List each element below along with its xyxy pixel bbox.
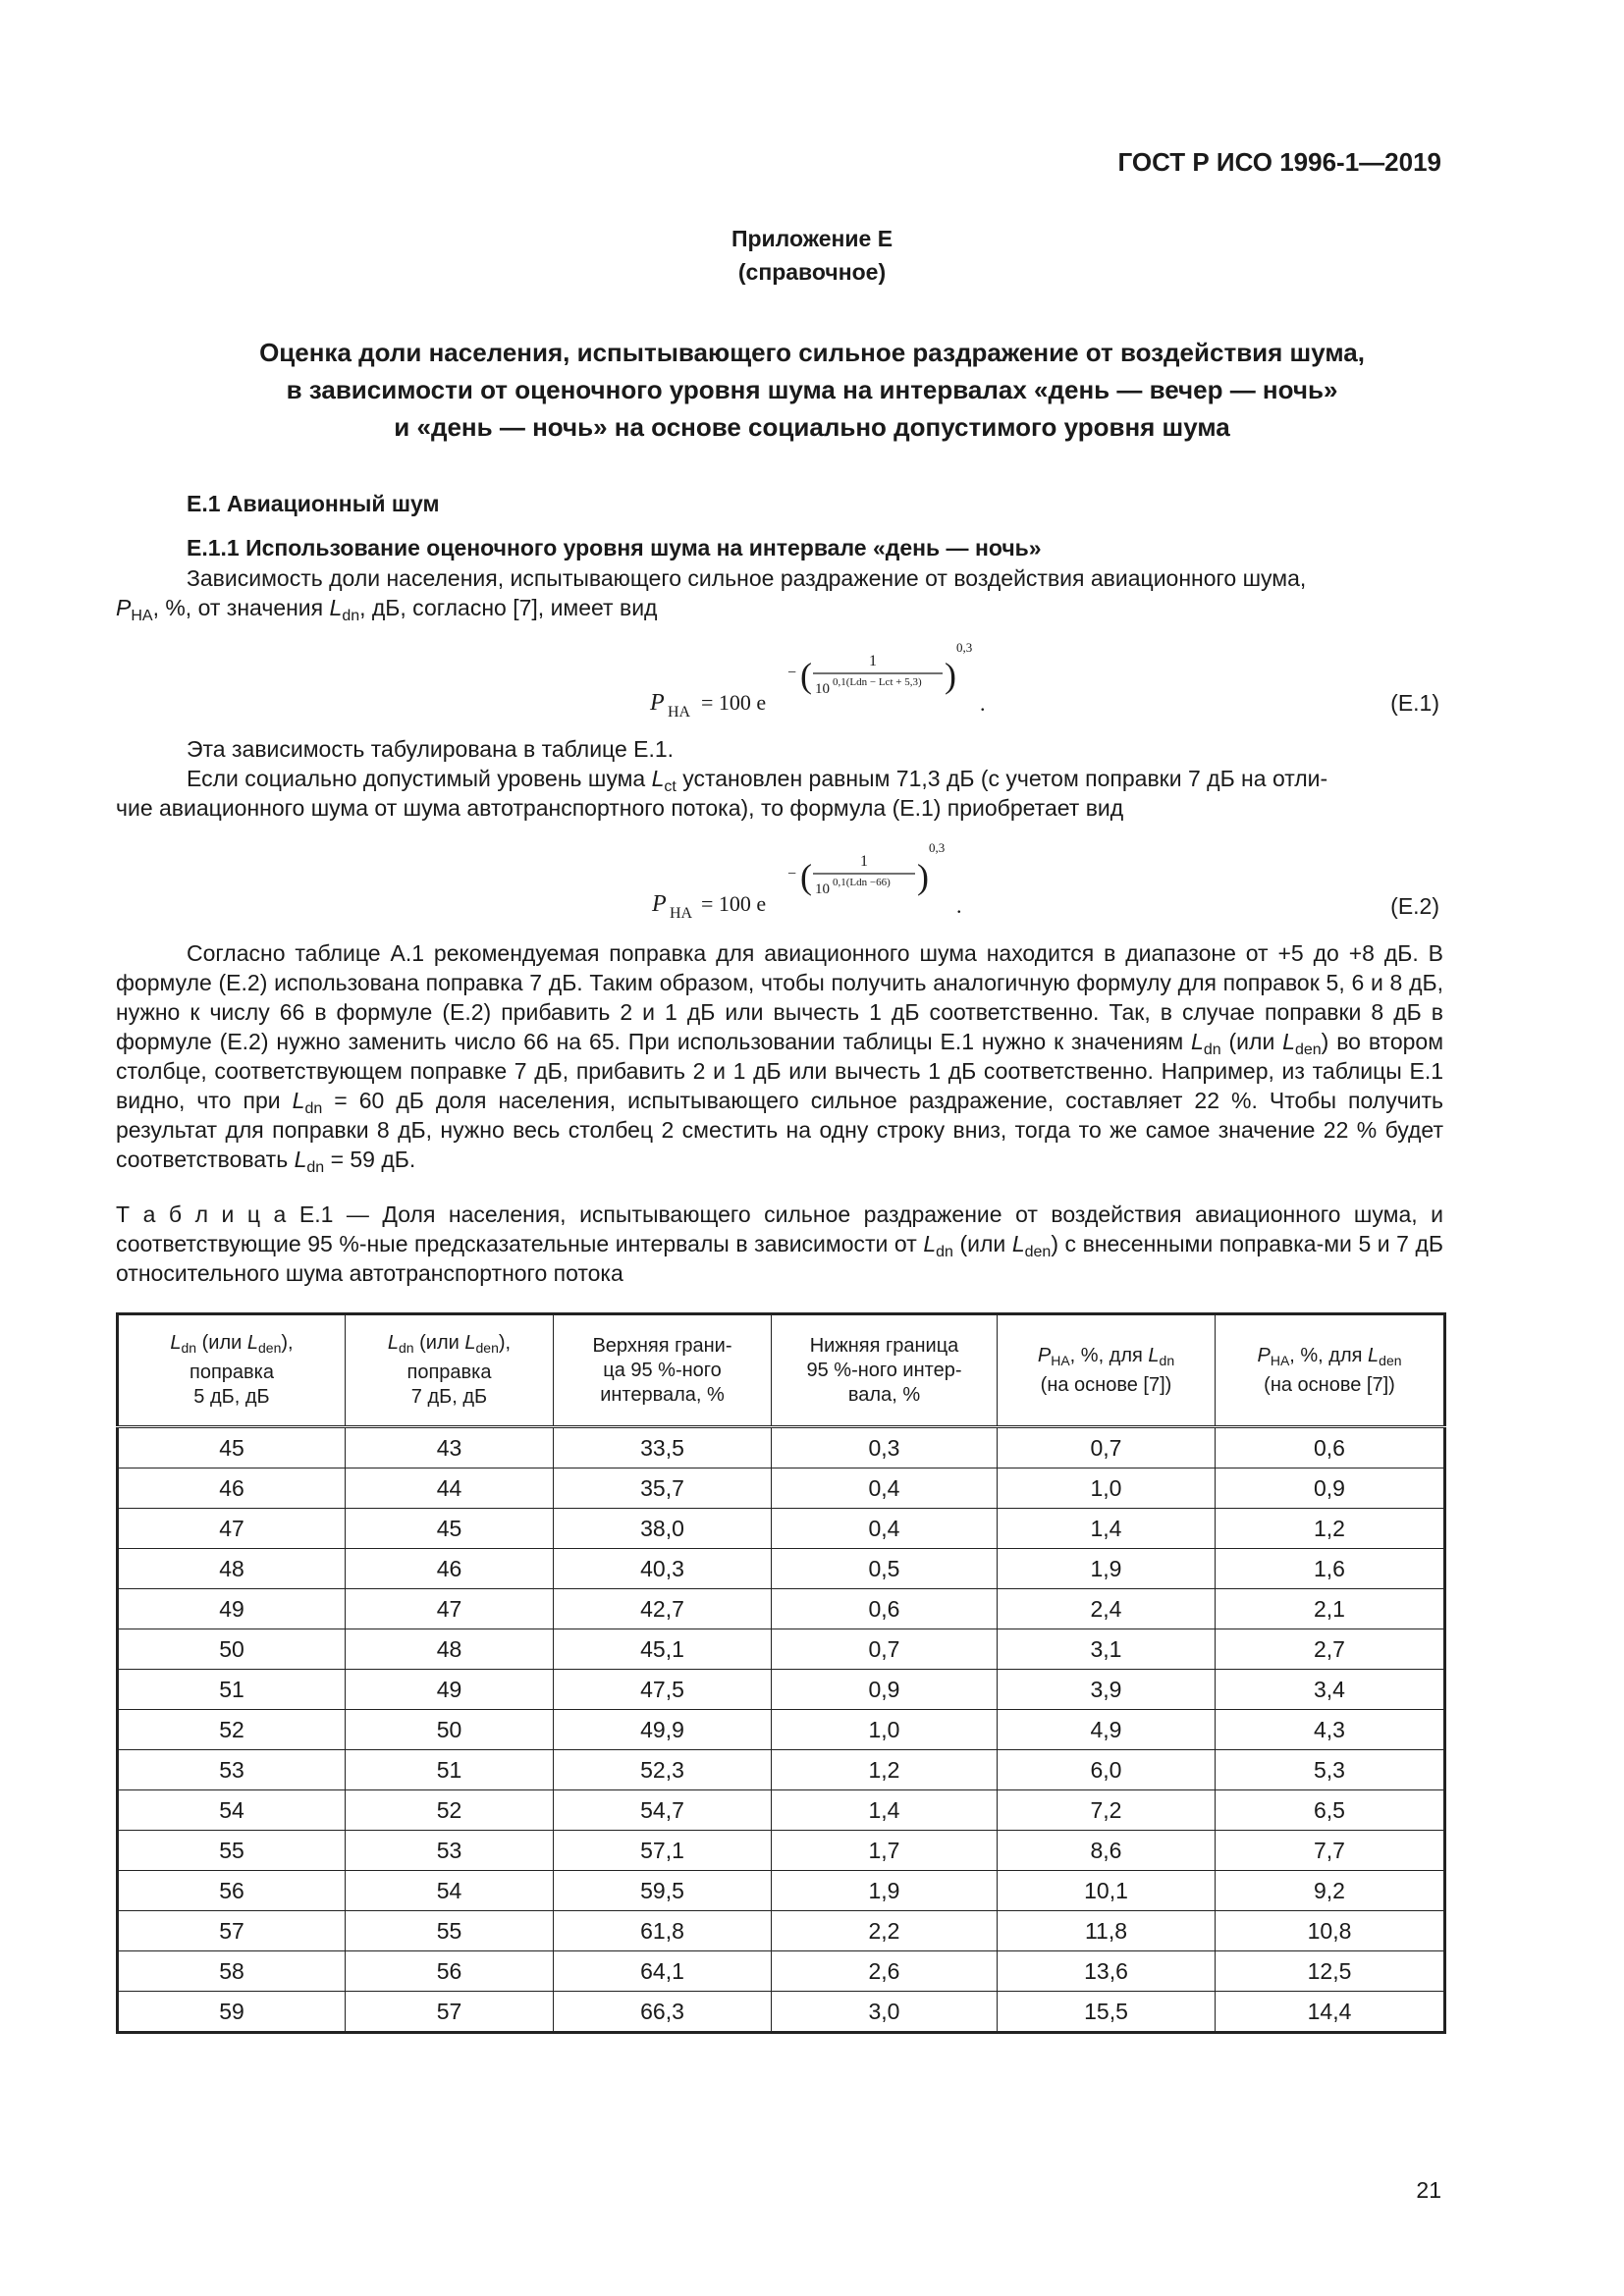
- eq2-minus: −: [787, 866, 797, 882]
- table-cell: 38,0: [554, 1509, 772, 1549]
- table-row: [118, 1427, 1445, 1468]
- eq2-lparen: (: [800, 857, 812, 896]
- eq2-dot: .: [956, 893, 962, 918]
- table-cell: 33,5: [554, 1427, 772, 1468]
- table-cell: 0,5: [772, 1549, 998, 1589]
- table-cell: 1,9: [998, 1549, 1216, 1589]
- table-cell: 54: [118, 1790, 346, 1831]
- table-cell: 59: [118, 1992, 346, 2033]
- table-cell: 6,5: [1216, 1790, 1445, 1831]
- table-cell: 0,9: [772, 1670, 998, 1710]
- table-cell: 54,7: [554, 1790, 772, 1831]
- table-cell: 52: [346, 1790, 554, 1831]
- section-heading-e1: Е.1 Авиационный шум: [187, 491, 440, 516]
- table-cell: 0,6: [772, 1589, 998, 1629]
- table-cell: 1,2: [772, 1750, 998, 1790]
- eq2-p: P: [652, 891, 667, 917]
- equation-label-e1: (Е.1): [1390, 690, 1439, 716]
- table-cell: 1,2: [1216, 1509, 1445, 1549]
- table-cell: 57: [346, 1992, 554, 2033]
- section-heading-e11: Е.1.1 Использование оценочного уровня шума на интервале «день — ночь»: [187, 535, 1042, 561]
- table-row: [118, 1790, 1445, 1831]
- table-cell: 47: [118, 1509, 346, 1549]
- eq1-exp: 0,1(Ldn − Lct + 5,3): [833, 676, 922, 688]
- table-row: [118, 1549, 1445, 1589]
- eq2-num: 1: [860, 853, 868, 870]
- table-cell: 44: [346, 1468, 554, 1509]
- table-cell: 40,3: [554, 1549, 772, 1589]
- annex-title-line-2: в зависимости от оценочного уровня шума на интервалах «день — вечер — ночь»: [286, 375, 1338, 404]
- standard-number: ГОСТ Р ИСО 1996-1—2019: [1117, 147, 1441, 177]
- table-cell: 0,6: [1216, 1427, 1445, 1468]
- table-row: [118, 1951, 1445, 1992]
- table-cell: 57,1: [554, 1831, 772, 1871]
- table-cell: 59,5: [554, 1871, 772, 1911]
- paragraph-3: Если социально допустимый уровень шума $L_{ct}$ установлен равным 71,3 дБ (с учетом поправки 7 дБ на отли- чие авиационного шума от шума автотранспортного потока), то формула (Е.1) приобретает вид: [116, 766, 1328, 821]
- table-cell: 4,3: [1216, 1710, 1445, 1750]
- page-number: 21: [1416, 2177, 1441, 2203]
- annex-title-line-3: и «день — ночь» на основе социально допустимого уровня шума: [394, 412, 1230, 442]
- table-cell: 49: [346, 1670, 554, 1710]
- table-cell: 8,6: [998, 1831, 1216, 1871]
- equation-e1: [628, 636, 1021, 729]
- eq1-rparen: ): [945, 656, 956, 695]
- annex-title-line-1: Оценка доли населения, испытывающего сильное раздражение от воздействия шума,: [259, 338, 1365, 367]
- equation-e2: [628, 834, 1021, 928]
- table-cell: 0,4: [772, 1509, 998, 1549]
- table-cell: 15,5: [998, 1992, 1216, 2033]
- table-cell: 42,7: [554, 1589, 772, 1629]
- paragraph-4: Согласно таблице А.1 рекомендуемая поправка для авиационного шума находится в диапазоне от +5 до +8 дБ. В формуле (Е.2) использована поправка 7 дБ. Таким образом, чтобы получить аналогичную формулу для поправок 5, 6 и 8 дБ, нужно к числу 66 в формуле (Е.2) прибавить 2 и 1 дБ или вычесть 1 дБ соответственно. Так, в случае поправки 8 дБ в формуле (Е.2) нужно заменить число 66 на 65. При использовании таблицы Е.1 нужно к значениям $L_{dn}$ (или $L_{den}$) во втором столбце, соответствующем поправке 7 дБ, прибавить 2 и 1 дБ или вычесть 1 дБ соответственно. Например, из таблицы Е.1 видно, что при $L_{dn} = 60$ дБ доля населения, испытывающего сильное раздражение, составляет 22 %. Чтобы получить результат для поправки 8 дБ, нужно весь столбец 2 сместить на одну строку вниз, тогда то же самое значение 22 % будет соответствовать $L_{dn} = 59$ дБ.: [116, 940, 1444, 1176]
- table-cell: 45: [118, 1427, 346, 1468]
- col-header-pha-lden: $P_{HA}$, %, для $L_{den}$ (на основе [7]): [1216, 1314, 1445, 1427]
- table-cell: 10,1: [998, 1871, 1216, 1911]
- table-cell: 48: [346, 1629, 554, 1670]
- col-header-pha-ldn: $P_{HA}$, %, для $L_{dn}$ (на основе [7]): [998, 1314, 1216, 1427]
- eq2-power: 0,3: [929, 840, 946, 855]
- table-header-row: [118, 1314, 1445, 1427]
- table-cell: 66,3: [554, 1992, 772, 2033]
- table-cell: 56: [346, 1951, 554, 1992]
- table-cell: 1,7: [772, 1831, 998, 1871]
- table-cell: 54: [346, 1871, 554, 1911]
- table-caption: Т а б л и ц а Е.1 — Доля населения, испытывающего сильное раздражение от воздействия авиационного шума, и соответствующие 95 %-ные предсказательные интервалы в зависимости от $L_{dn}$ (или $L_{den}$) с внесенными поправка-ми 5 и 7 дБ относительного шума автотранспортного потока: [116, 1201, 1444, 1286]
- table-cell: 0,7: [772, 1629, 998, 1670]
- table-cell: 61,8: [554, 1911, 772, 1951]
- eq1-lparen: (: [800, 656, 812, 695]
- table-row: [118, 1750, 1445, 1790]
- table-body: [118, 1427, 1445, 2033]
- table-cell: 10,8: [1216, 1911, 1445, 1951]
- table-cell: 43: [346, 1427, 554, 1468]
- table-cell: 3,0: [772, 1992, 998, 2033]
- table-cell: 47: [346, 1589, 554, 1629]
- table-cell: 11,8: [998, 1911, 1216, 1951]
- table-cell: 35,7: [554, 1468, 772, 1509]
- table-cell: 1,4: [998, 1509, 1216, 1549]
- table-cell: 3,1: [998, 1629, 1216, 1670]
- table-cell: 58: [118, 1951, 346, 1992]
- table-cell: 5,3: [1216, 1750, 1445, 1790]
- table-cell: 0,7: [998, 1427, 1216, 1468]
- table-cell: 2,1: [1216, 1589, 1445, 1629]
- table-row: [118, 1992, 1445, 2033]
- table-row: [118, 1710, 1445, 1750]
- table-cell: 0,3: [772, 1427, 998, 1468]
- annex-type: (справочное): [737, 259, 887, 285]
- paragraph-1: Зависимость доли населения, испытывающего сильное раздражение от воздействия авиационного шума, $P_{HA}$, %, от значения $L_{dn}$, дБ, согласно [7], имеет вид: [116, 565, 1307, 624]
- table-cell: 0,4: [772, 1468, 998, 1509]
- table-row: [118, 1629, 1445, 1670]
- table-cell: 52,3: [554, 1750, 772, 1790]
- table-cell: 14,4: [1216, 1992, 1445, 2033]
- table-cell: 52: [118, 1710, 346, 1750]
- table-cell: 45,1: [554, 1629, 772, 1670]
- eq2-p-sub: HA: [670, 905, 693, 922]
- col-header-ldn-7db: $L_{dn}$ (или $L_{den}$), поправка 7 дБ, дБ: [346, 1314, 554, 1427]
- table-cell: 46: [346, 1549, 554, 1589]
- col-header-upper-bound: Верхняя грани- ца 95 %-ного интервала, %: [554, 1314, 772, 1427]
- col-header-ldn-5db: $L_{dn}$ (или $L_{den}$), поправка 5 дБ, дБ: [118, 1314, 346, 1427]
- table-row: [118, 1871, 1445, 1911]
- eq2-rparen: ): [917, 857, 929, 896]
- table-cell: 50: [346, 1710, 554, 1750]
- eq1-p: P: [650, 690, 665, 716]
- eq2-lhs: = 100 e: [701, 891, 767, 916]
- table-cell: 6,0: [998, 1750, 1216, 1790]
- table-cell: 46: [118, 1468, 346, 1509]
- equation-label-e2: (Е.2): [1390, 893, 1439, 919]
- table-cell: 53: [346, 1831, 554, 1871]
- table-cell: 50: [118, 1629, 346, 1670]
- table-cell: 2,7: [1216, 1629, 1445, 1670]
- table-cell: 64,1: [554, 1951, 772, 1992]
- table-cell: 1,0: [772, 1710, 998, 1750]
- table-cell: 57: [118, 1911, 346, 1951]
- table-cell: 3,9: [998, 1670, 1216, 1710]
- table-cell: 53: [118, 1750, 346, 1790]
- table-cell: 51: [346, 1750, 554, 1790]
- table-row: [118, 1831, 1445, 1871]
- table-cell: 2,6: [772, 1951, 998, 1992]
- table-cell: 4,9: [998, 1710, 1216, 1750]
- table-cell: 3,4: [1216, 1670, 1445, 1710]
- table-cell: 51: [118, 1670, 346, 1710]
- table-cell: 13,6: [998, 1951, 1216, 1992]
- eq1-lhs: = 100 e: [701, 690, 767, 715]
- table-cell: 45: [346, 1509, 554, 1549]
- table-cell: 48: [118, 1549, 346, 1589]
- table-cell: 1,9: [772, 1871, 998, 1911]
- table-cell: 56: [118, 1871, 346, 1911]
- table-cell: 12,5: [1216, 1951, 1445, 1992]
- table-row: [118, 1589, 1445, 1629]
- eq1-den: 10: [815, 681, 830, 697]
- table-cell: 7,7: [1216, 1831, 1445, 1871]
- table-cell: 0,9: [1216, 1468, 1445, 1509]
- data-table-e1: [116, 1312, 1446, 2034]
- table-cell: 9,2: [1216, 1871, 1445, 1911]
- eq1-minus: −: [787, 665, 797, 681]
- eq1-power: 0,3: [956, 640, 973, 655]
- paragraph-2: Эта зависимость табулирована в таблице Е.1.: [187, 736, 675, 762]
- table-cell: 1,4: [772, 1790, 998, 1831]
- table-row: [118, 1670, 1445, 1710]
- table-cell: 1,0: [998, 1468, 1216, 1509]
- table-cell: 55: [346, 1911, 554, 1951]
- table-cell: 7,2: [998, 1790, 1216, 1831]
- table-cell: 1,6: [1216, 1549, 1445, 1589]
- table-row: [118, 1509, 1445, 1549]
- eq1-dot: .: [980, 691, 986, 716]
- table-cell: 49: [118, 1589, 346, 1629]
- table-cell: 55: [118, 1831, 346, 1871]
- col-header-lower-bound: Нижняя граница 95 %-ного интер- вала, %: [772, 1314, 998, 1427]
- eq2-exp: 0,1(Ldn −66): [833, 877, 891, 888]
- table-row: [118, 1911, 1445, 1951]
- table-cell: 47,5: [554, 1670, 772, 1710]
- annex-label: Приложение Е: [731, 226, 893, 251]
- table-cell: 49,9: [554, 1710, 772, 1750]
- eq2-den: 10: [815, 881, 830, 897]
- table-cell: 2,4: [998, 1589, 1216, 1629]
- eq1-p-sub: HA: [668, 704, 691, 721]
- table-row: [118, 1468, 1445, 1509]
- table-cell: 2,2: [772, 1911, 998, 1951]
- eq1-num: 1: [869, 653, 877, 669]
